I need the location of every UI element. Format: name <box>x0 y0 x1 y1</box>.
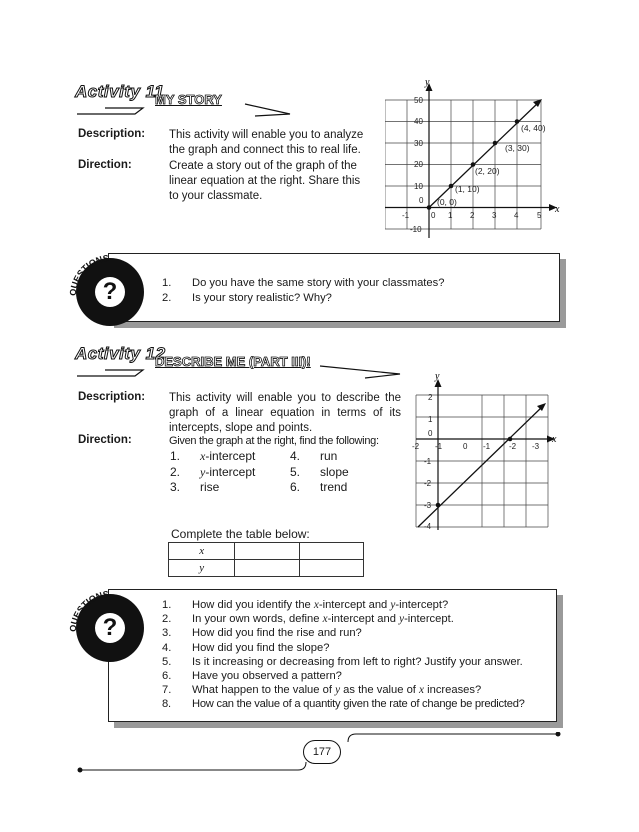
activity-12-word: Activity 12 <box>75 344 166 363</box>
item-number: 1. <box>162 277 172 289</box>
activity-12-description-label: Description: <box>78 391 146 403</box>
item-number: 1. <box>170 449 181 463</box>
item-number: 4. <box>162 641 172 654</box>
questions-2-item <box>162 697 552 711</box>
activity-12-y-axis-label: y <box>435 372 440 382</box>
item-text: as the value of <box>340 684 420 697</box>
activity-11-point-label: (0, 0) <box>437 197 457 207</box>
item-text: run <box>320 449 338 463</box>
activity-12-title: DESCRIBE ME (PART III)! <box>155 354 311 369</box>
questions-1-item <box>162 276 444 290</box>
find-item <box>290 465 349 481</box>
item-text: -intercept <box>205 464 256 479</box>
item-text: -intercept and <box>327 613 400 626</box>
activity-12-description: This activity will enable you to describe the graph of a linear equation in terms of its intercepts, slope and points. <box>169 392 401 434</box>
question-mark-icon: ? <box>95 613 125 643</box>
table-row <box>169 560 364 577</box>
xy-table <box>168 542 364 577</box>
activity-11-x-tick: 2 <box>470 211 475 220</box>
activity-12-x-tick: 0 <box>463 442 468 451</box>
find-item <box>170 465 255 481</box>
activity-11-x-axis-label: x <box>555 204 560 215</box>
activity-11-header <box>75 78 290 118</box>
item-var: y <box>335 684 341 697</box>
item-number: 3. <box>162 627 172 640</box>
activity-11-x-tick: -1 <box>402 211 410 220</box>
activity-11-point-label: (3, 30) <box>505 143 530 153</box>
svg-text:QUESTIONS <box>68 253 110 296</box>
item-var: x <box>313 599 319 611</box>
activity-11-x-tick: 1 <box>448 211 453 220</box>
item-number: 2. <box>162 292 172 304</box>
activity-11-y-tick: 30 <box>414 139 423 148</box>
questions-arc-text: QUESTIONS <box>67 588 110 633</box>
item-text: Do you have the same story with your classmates? <box>192 277 445 289</box>
table-header-y: y <box>169 560 235 577</box>
page-number: 177 <box>312 746 332 758</box>
find-item <box>170 480 219 496</box>
item-number: 2. <box>162 613 172 626</box>
svg-text:QUESTIONS <box>68 589 110 632</box>
activity-11-direction: Create a story out of the graph of the linear equation at the right. Share this to your classmate. <box>169 160 361 202</box>
activity-11-point-label: (4, 40) <box>521 123 546 133</box>
questions-2-item <box>162 598 552 612</box>
activity-11-x-tick: 3 <box>492 211 497 220</box>
activity-12-graph <box>412 372 572 532</box>
activity-12-y-tick: 0 <box>428 429 433 438</box>
item-text: How did you find the rise and run? <box>192 627 362 640</box>
item-number: 6. <box>162 670 172 683</box>
activity-11-point-label: (2, 20) <box>475 166 500 176</box>
questions-2-item <box>162 612 552 626</box>
activity-12-x-tick: -2 <box>412 442 420 451</box>
table-header-x: x <box>169 543 235 560</box>
activity-11-underline <box>75 100 295 118</box>
activity-11-word: Activity 11 <box>75 82 165 101</box>
item-text: -intercept <box>205 449 256 463</box>
activity-12-header <box>75 340 410 380</box>
item-number: 8. <box>162 698 171 711</box>
activity-11-x-tick: 4 <box>514 211 519 220</box>
activity-11-y-tick: 10 <box>414 182 423 191</box>
activity-12-x-tick: -1 <box>483 442 491 451</box>
activity-12-y-tick: -3 <box>424 501 432 510</box>
questions-arc-2 <box>66 584 156 674</box>
questions-2-item <box>162 626 552 640</box>
activity-12-direction: Given the graph at the right, find the following: <box>169 435 379 447</box>
questions-2-list <box>162 598 552 712</box>
item-text: How can the value of a quantity given the rate of change be predicted? <box>192 698 525 711</box>
item-number: 1. <box>162 599 172 611</box>
activity-11-description: This activity will enable you to analyze the graph and connect this to real life. <box>169 129 364 156</box>
activity-11-y-tick: 0 <box>419 196 424 205</box>
activity-11-x-tick: 5 <box>537 211 542 220</box>
activity-12-y-tick: -1 <box>424 457 432 466</box>
activity-12-x-tick: -3 <box>532 442 540 451</box>
activity-11-direction-label: Direction: <box>78 159 132 171</box>
item-text: Is it increasing or decreasing from left to right? Justify your answer. <box>192 655 523 668</box>
item-number: 2. <box>170 464 181 479</box>
item-text: trend <box>320 480 348 494</box>
questions-arc-1 <box>66 248 156 338</box>
item-number: 4. <box>290 449 301 463</box>
item-text: How did you identify the <box>192 599 314 611</box>
table-cell[interactable] <box>299 543 363 560</box>
activity-12-x-axis-label: x <box>552 434 557 445</box>
questions-2-item <box>162 641 552 655</box>
table-cell[interactable] <box>235 543 299 560</box>
item-text: rise <box>200 480 220 494</box>
item-var: x <box>200 449 206 463</box>
item-number: 6. <box>290 480 301 494</box>
item-var: x <box>322 613 328 626</box>
item-number: 7. <box>162 684 172 697</box>
activity-12-y-tick: 2 <box>428 393 433 402</box>
activity-12-underline <box>75 362 410 380</box>
activity-12-direction-label: Direction: <box>78 434 132 446</box>
item-number: 5. <box>290 464 301 479</box>
activity-11-y-tick: 50 <box>414 96 423 105</box>
activity-12-y-tick: 1 <box>428 415 433 424</box>
item-text: slope <box>320 464 349 479</box>
item-text: Have you observed a pattern? <box>192 670 342 683</box>
activity-11-y-tick: 20 <box>414 160 423 169</box>
activity-11-point-label: (1, 10) <box>455 184 480 194</box>
page-number-badge <box>303 740 341 764</box>
questions-2-item <box>162 669 552 683</box>
item-text: In your own words, define <box>192 613 323 626</box>
item-var: x <box>419 684 424 697</box>
item-var: y <box>200 464 206 479</box>
activity-12-y-tick: -2 <box>424 479 432 488</box>
item-text: -intercept? <box>395 599 449 611</box>
item-text: How did you find the slope? <box>192 641 330 654</box>
questions-arc-text: QUESTIONS <box>67 252 110 297</box>
find-item <box>290 480 347 496</box>
item-text: -intercept and <box>318 599 391 611</box>
item-number: 3. <box>170 480 181 494</box>
table-row <box>169 543 364 560</box>
item-text: increases? <box>424 684 482 697</box>
activity-11-description-label: Description: <box>78 128 146 140</box>
questions-2-item <box>162 683 552 697</box>
activity-12-y-tick: -4 <box>424 522 432 531</box>
item-text: Is your story realistic? Why? <box>192 292 332 304</box>
table-cell[interactable] <box>235 560 299 577</box>
activity-11-x-tick: 0 <box>431 211 436 220</box>
find-item <box>170 449 255 465</box>
complete-table-label: Complete the table below: <box>171 527 310 541</box>
activity-11-y-tick: -10 <box>410 225 422 234</box>
item-var: y <box>390 599 396 611</box>
activity-12-x-tick: -1 <box>435 442 443 451</box>
questions-1-item <box>162 291 332 305</box>
activity-12-x-tick: -2 <box>509 442 517 451</box>
activity-11-y-tick: 40 <box>414 117 423 126</box>
item-number: 5. <box>162 655 172 668</box>
find-item <box>290 449 337 465</box>
activity-11-y-axis-label: y <box>425 78 430 88</box>
item-text: What happen to the value of <box>192 684 336 697</box>
item-var: y <box>399 613 405 626</box>
activity-11-graph <box>385 78 565 243</box>
activity-11-title: MY STORY <box>155 92 222 107</box>
questions-2-item <box>162 655 552 669</box>
item-text: -intercept. <box>404 613 454 626</box>
table-cell[interactable] <box>299 560 363 577</box>
question-mark-icon: ? <box>95 277 125 307</box>
